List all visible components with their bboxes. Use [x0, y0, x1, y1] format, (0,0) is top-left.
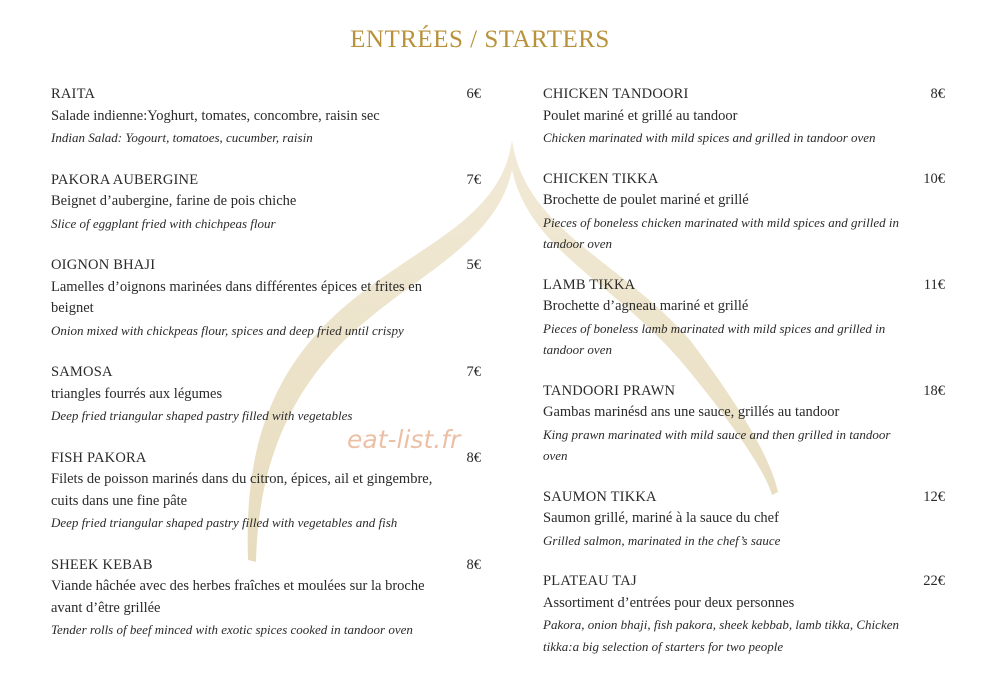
menu-item [543, 84, 945, 149]
item-price: 7€ [466, 171, 481, 188]
item-description-fr: triangles fourrés aux légumes [51, 385, 223, 402]
menu-item [543, 275, 945, 361]
item-description-fr: Brochette d’agneau mariné et grillé [543, 298, 749, 314]
item-description-fr: Brochette de poulet mariné et grillé [543, 192, 749, 208]
item-description-fr: Viande hâchée avec des herbes fraîches et moulées sur la broche avant d’être grillée [51, 578, 425, 616]
item-description-fr: Poulet mariné et grillé au tandoor [543, 107, 738, 124]
item-name: PAKORA AUBERGINE [51, 171, 199, 188]
item-name: LAMB TIKKA [543, 276, 636, 293]
item-price: 22€ [923, 573, 945, 589]
left-column [51, 84, 481, 662]
menu-item [51, 84, 481, 149]
item-description-en: Tender rolls of beef minced with exotic spices cooked in tandoor oven [51, 622, 413, 637]
menu-item [51, 448, 481, 534]
item-price: 18€ [923, 382, 945, 399]
item-name: SHEEK KEBAB [51, 556, 153, 573]
item-name: SAMOSA [51, 364, 113, 380]
menu-item [51, 255, 481, 341]
item-description-en: Deep fried triangular shaped pastry filled with vegetables and fish [51, 515, 398, 530]
menu-item [543, 571, 945, 657]
item-price: 6€ [466, 86, 481, 102]
item-name: TANDOORI PRAWN [543, 382, 676, 399]
item-name: PLATEAU TAJ [543, 573, 637, 589]
menu-item [51, 170, 481, 235]
item-description-en: Chicken marinated with mild spices and grilled in tandoor oven [543, 130, 876, 145]
menu-item [51, 555, 481, 641]
item-price: 8€ [466, 449, 481, 466]
item-name: CHICKEN TIKKA [543, 170, 659, 187]
item-price: 12€ [923, 488, 945, 505]
item-description-en: Pieces of boneless chicken marinated with mild spices and grilled in tandoor oven [543, 214, 899, 251]
watermark-text: eat-list.fr [347, 425, 461, 454]
item-description-en: Onion mixed with chickpeas flour, spices and deep fried until crispy [51, 322, 404, 338]
item-price: 8€ [466, 556, 481, 573]
menu-item [543, 169, 945, 255]
item-description-en: Deep fried triangular shaped pastry filled with vegetables [51, 408, 353, 423]
section-title: ENTRÉES / STARTERS [350, 26, 610, 53]
item-price: 5€ [466, 257, 481, 273]
menu-item [543, 381, 945, 467]
item-name: RAITA [51, 86, 96, 102]
item-description-fr: Gambas marinésd ans une sauce, grillés au tandoor [543, 404, 840, 420]
item-name: FISH PAKORA [51, 449, 147, 466]
item-price: 8€ [930, 86, 945, 102]
item-description-fr: Lamelles d’oignons marinées dans différentes épices et frites en beignet [51, 278, 422, 316]
item-price: 10€ [923, 170, 945, 187]
item-description-en: King prawn marinated with mild sauce and then grilled in tandoor oven [543, 426, 891, 463]
item-price: 11€ [923, 276, 945, 293]
item-description-en: Grilled salmon, marinated in the chef’s sauce [543, 532, 781, 548]
item-description-fr: Assortiment d’entrées pour deux personnes [543, 594, 795, 611]
menu-item [543, 487, 945, 552]
item-description-en: Pieces of boneless lamb marinated with mild spices and grilled in tandoor oven [543, 320, 886, 357]
item-description-fr: Saumon grillé, mariné à la sauce du chef [543, 510, 779, 526]
item-description-fr: Filets de poisson marinés dans du citron, épices, ail et gingembre, cuits dans une fine pâte [51, 471, 433, 509]
item-description-fr: Salade indienne:Yoghurt, tomates, concombre, raisin sec [51, 107, 380, 124]
item-price: 7€ [466, 364, 481, 380]
item-description-en: Indian Salad: Yogourt, tomatoes, cucumber, raisin [51, 130, 313, 145]
item-description-fr: Beignet d’aubergine, farine de pois chiche [51, 193, 297, 209]
item-name: CHICKEN TANDOORI [543, 86, 689, 102]
item-description-en: Pakora, onion bhaji, fish pakora, sheek kebbab, lamb tikka, Chicken tikka:a big selection of starters for two people [543, 617, 899, 654]
menu-item [51, 362, 481, 427]
right-column [543, 84, 945, 677]
item-description-en: Slice of eggplant fried with chichpeas flour [51, 215, 276, 231]
item-name: OIGNON BHAJI [51, 257, 156, 273]
item-name: SAUMON TIKKA [543, 488, 657, 505]
